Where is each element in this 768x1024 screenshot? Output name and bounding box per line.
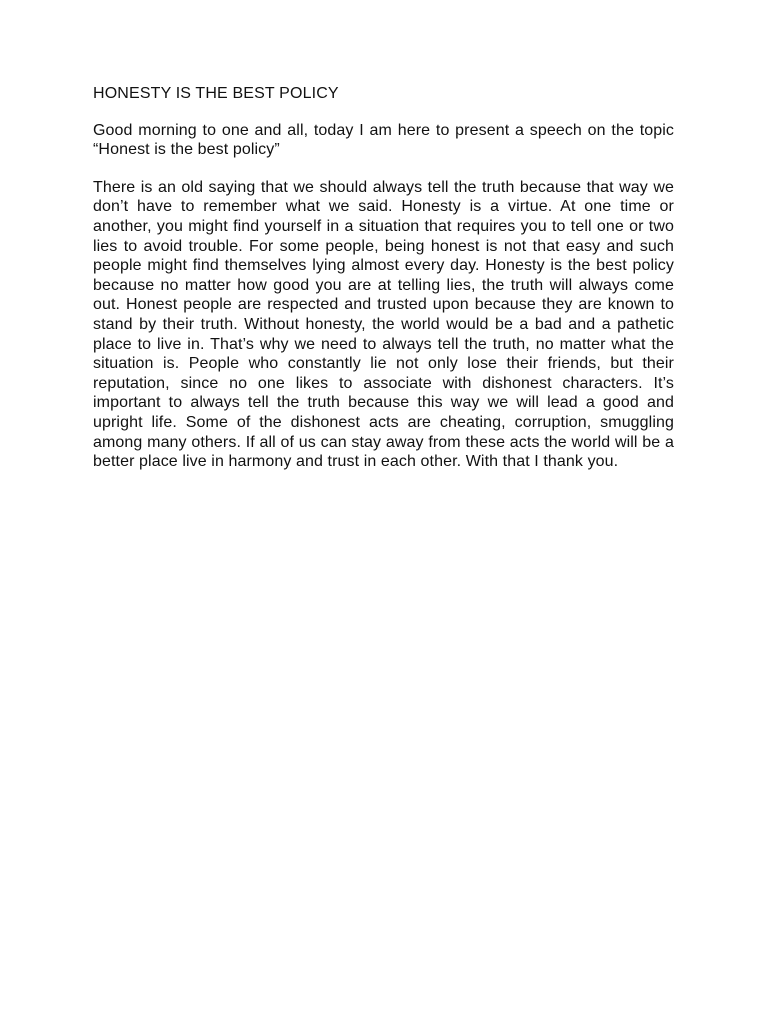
document-title: HONESTY IS THE BEST POLICY (93, 85, 339, 102)
document-body (93, 84, 674, 490)
intro-paragraph: Good morning to one and all, today I am here to present a speech on the topic “Honest is the best policy” (93, 121, 674, 159)
body-paragraph: There is an old saying that we should always tell the truth because that way we don’t have to remember what we said. Honesty is a virtue. At one time or another, you might find yourself in a situation that requires you to tell one or two lies to avoid trouble. For some people, being honest is not that easy and such people might find themselves lying almost every day. Honesty is the best policy because no matter how good you are at telling lies, the truth will always come out. Honest people are respected and trusted upon because they are known to stand by their truth. Without honesty, the world would be a bad and a pathetic place to live in. That’s why we need to always tell the truth, no matter what the situation is. People who constantly lie not only lose their friends, but their reputation, since no one likes to associate with dishonest characters. It’s important to always tell the truth because this way we will lead a good and upright life. Some of the dishonest acts are cheating, corruption, smuggling among many others. If all of us can stay away from these acts the world will be a better place live in harmony and trust in each other. With that I thank you. (93, 178, 674, 471)
